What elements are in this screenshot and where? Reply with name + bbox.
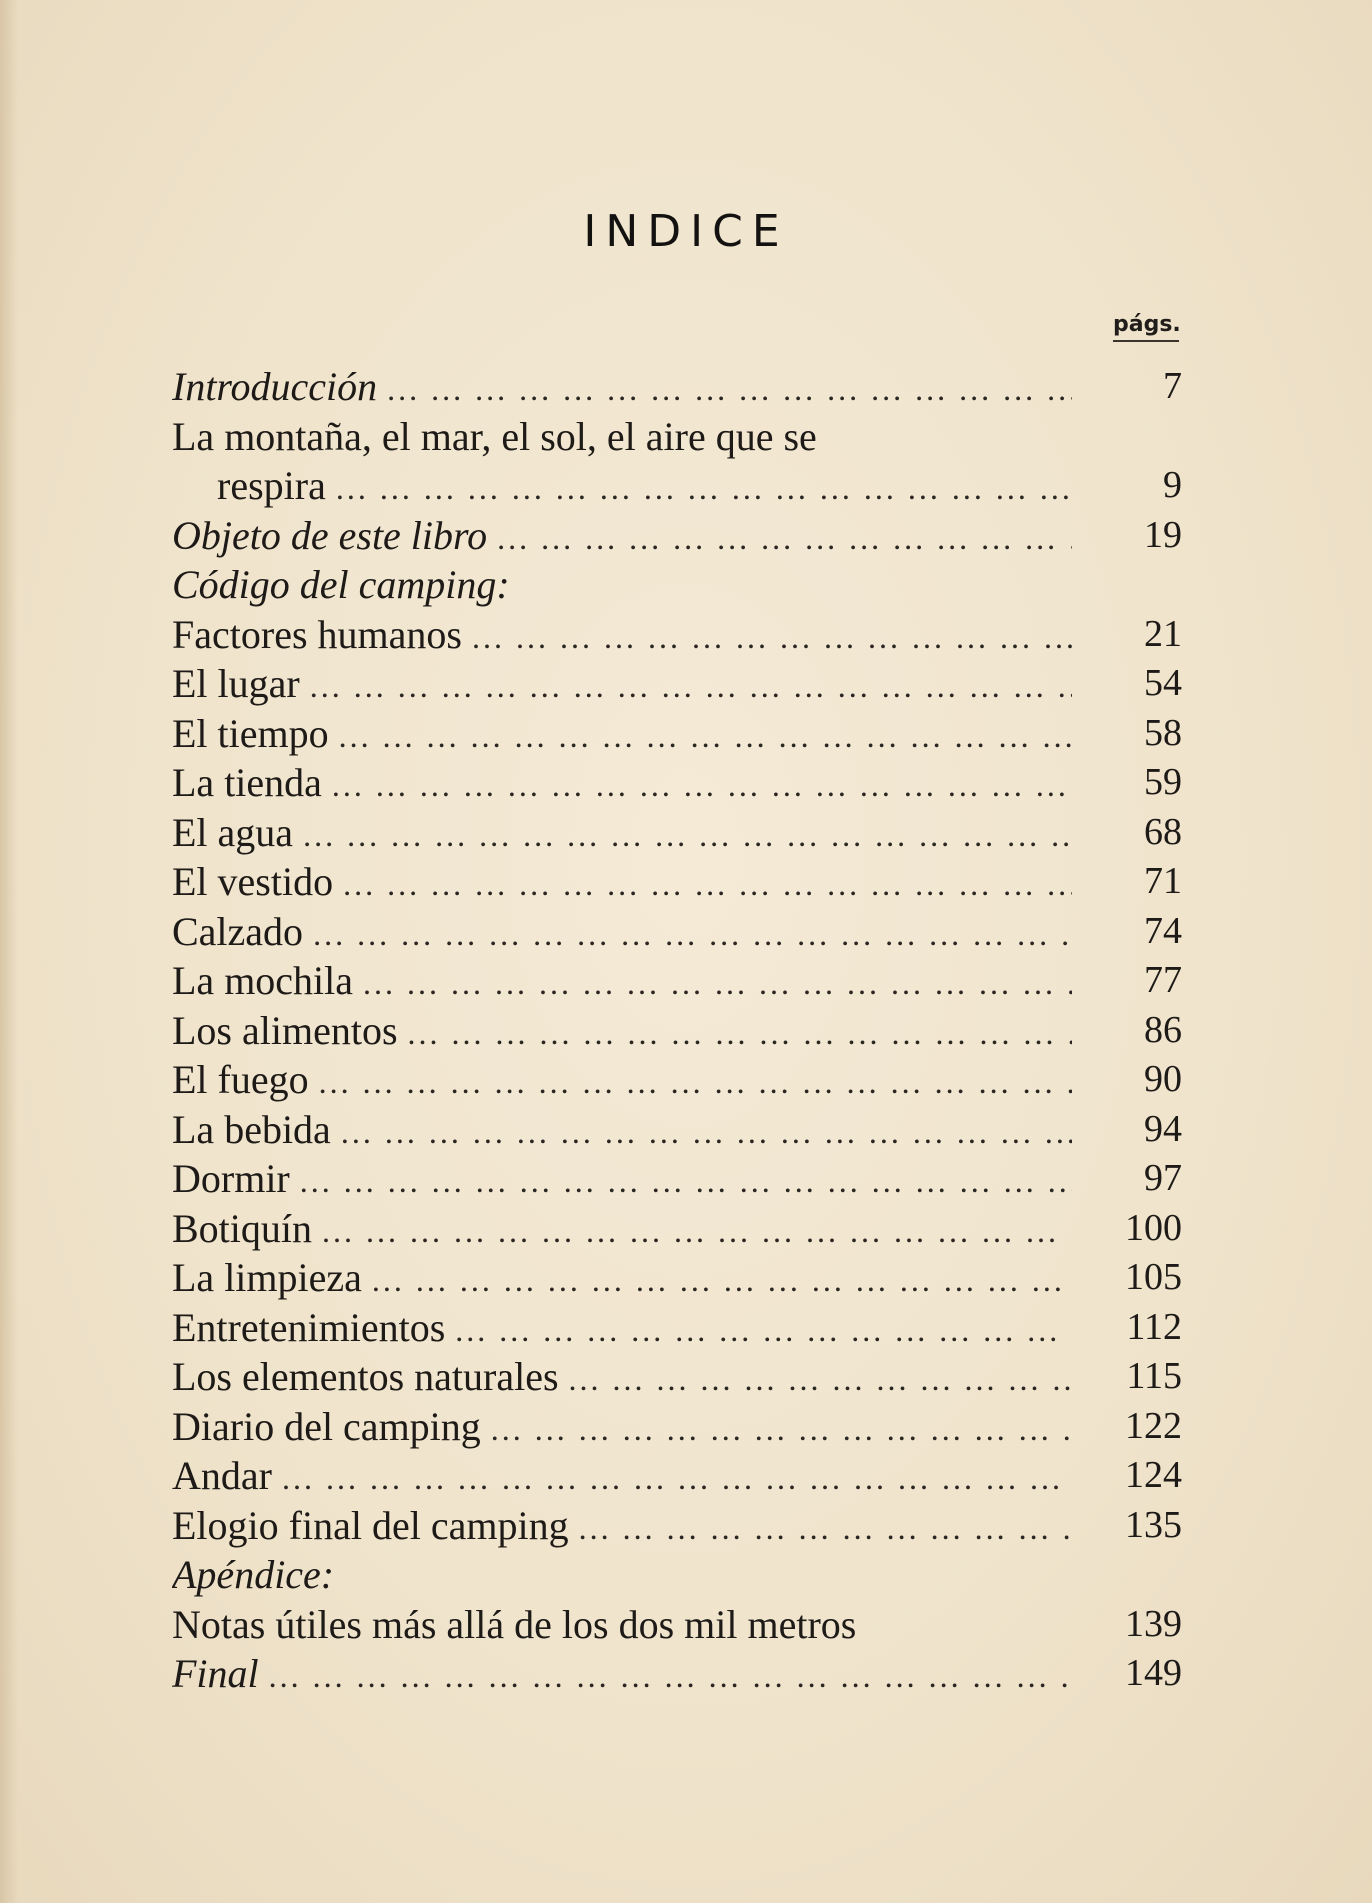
toc-entry-label: Diario del camping — [172, 1403, 481, 1449]
toc-entry-row — [172, 1006, 1072, 1059]
toc-entry-row — [172, 1600, 1072, 1650]
toc-entry — [172, 362, 1182, 412]
toc-leader-dots — [319, 1058, 1072, 1108]
toc-entry-page-number: 9 — [1163, 464, 1182, 506]
toc-entry-page-number: 74 — [1144, 909, 1182, 952]
toc-entry — [172, 1600, 1182, 1650]
toc-entry-page-number: 71 — [1144, 860, 1182, 902]
toc-leader-dots — [387, 365, 1072, 415]
pages-column-label: págs. — [1113, 312, 1179, 342]
toc-leader-dots — [455, 1306, 1072, 1356]
toc-leader-dots — [341, 1108, 1072, 1158]
toc-entry-page-number: 7 — [1163, 365, 1182, 407]
toc-entry-row — [172, 1055, 1072, 1108]
toc-entry-row — [172, 709, 1072, 762]
toc-entry-label: La tienda — [172, 760, 322, 805]
toc-entry — [172, 1105, 1182, 1155]
toc-entry — [172, 610, 1182, 660]
toc-leader-dots — [569, 1355, 1072, 1405]
toc-entry-row — [172, 1303, 1072, 1356]
toc-entry-page-number: 19 — [1144, 513, 1182, 556]
toc-entry-row — [217, 461, 1072, 514]
toc-entry-label: La limpieza — [172, 1255, 362, 1300]
toc-leader-dots — [491, 1405, 1072, 1455]
toc-entry — [172, 412, 1182, 462]
toc-entry-label: Elogio final del camping — [172, 1502, 569, 1548]
toc-entry-row — [172, 1649, 1072, 1702]
toc-entry-label: Los alimentos — [172, 1007, 398, 1053]
toc-entry-label: Entretenimientos — [172, 1304, 446, 1350]
toc-entry — [172, 808, 1182, 858]
toc-entry-row — [172, 610, 1072, 663]
toc-entry-label: Código del camping: — [172, 562, 510, 607]
toc-entry — [172, 1303, 1182, 1353]
toc-entry-page-number: 86 — [1144, 1008, 1182, 1051]
toc-leader-dots — [300, 1157, 1072, 1207]
toc-entry-label: Factores humanos — [172, 611, 462, 657]
toc-entry — [172, 956, 1182, 1006]
toc-entry-label: Botiquín — [172, 1205, 313, 1251]
toc-leader-dots — [269, 1652, 1072, 1702]
toc-entry-row — [172, 857, 1072, 910]
toc-entry-label: Los elementos naturales — [172, 1354, 559, 1399]
toc-entry-page-number: 90 — [1144, 1058, 1182, 1100]
toc-entry — [172, 1352, 1182, 1402]
toc-entry-row — [172, 956, 1072, 1009]
toc-leader-dots — [310, 662, 1072, 712]
toc-entry — [172, 1204, 1182, 1254]
toc-entry-row — [172, 1451, 1072, 1504]
toc-entry — [172, 560, 1182, 610]
toc-leader-dots — [282, 1454, 1072, 1504]
toc-entry-page-number: 135 — [1125, 1503, 1182, 1546]
toc-entry-row — [172, 1154, 1072, 1207]
toc-entry-row — [172, 1204, 1072, 1257]
toc-entry-page-number: 58 — [1144, 711, 1182, 754]
toc-entry-label: El vestido — [172, 859, 334, 904]
toc-entry-label: El fuego — [172, 1057, 309, 1102]
toc-entry-page-number: 54 — [1144, 662, 1182, 704]
toc-entry-row — [172, 1105, 1072, 1158]
toc-entry-label: respira — [217, 463, 326, 508]
toc-entry-row — [172, 412, 1072, 462]
toc-entry-page-number: 122 — [1125, 1404, 1182, 1447]
toc-entry — [172, 857, 1182, 907]
toc-leader-dots — [339, 712, 1072, 762]
toc-entry — [172, 1253, 1182, 1303]
toc-entry-page-number: 139 — [1125, 1602, 1182, 1645]
toc-leader-dots — [343, 860, 1072, 910]
toc-entry-label: El tiempo — [172, 710, 329, 756]
toc-entry-label: El agua — [172, 809, 294, 855]
page-edge-shadow — [0, 0, 18, 1903]
toc-entry — [172, 1501, 1182, 1551]
toc-leader-dots — [579, 1504, 1072, 1554]
toc-entry — [172, 461, 1182, 511]
toc-entry — [172, 758, 1182, 808]
toc-entry-label: Apéndice: — [172, 1552, 335, 1597]
toc-entry-row — [172, 1253, 1072, 1306]
toc-entry — [172, 1154, 1182, 1204]
toc-entry-label: Dormir — [172, 1156, 290, 1201]
toc-leader-dots — [497, 514, 1072, 564]
toc-entry-page-number: 100 — [1125, 1206, 1182, 1249]
toc-entry — [172, 709, 1182, 759]
toc-leader-dots — [408, 1009, 1072, 1059]
toc-entry-label: Calzado — [172, 908, 304, 954]
toc-entry — [172, 1649, 1182, 1699]
toc-entry-label: Introducción — [172, 364, 378, 409]
toc-entry-page-number: 94 — [1144, 1107, 1182, 1150]
toc-entry-row — [172, 1550, 1072, 1600]
toc-leader-dots — [322, 1207, 1072, 1257]
toc-entry-row — [172, 1501, 1072, 1554]
toc-entry — [172, 659, 1182, 709]
toc-entry-row — [172, 659, 1072, 712]
toc-entry-label: Objeto de este libro — [172, 512, 488, 558]
table-of-contents — [172, 362, 1182, 1699]
toc-entry — [172, 1550, 1182, 1600]
toc-leader-dots — [303, 811, 1072, 861]
toc-entry — [172, 1451, 1182, 1501]
toc-leader-dots — [363, 959, 1072, 1009]
toc-entry-row — [172, 1352, 1072, 1405]
toc-entry-label: Andar — [172, 1453, 272, 1498]
toc-entry-label: La bebida — [172, 1106, 331, 1152]
toc-entry-row — [172, 560, 1072, 610]
toc-entry-page-number: 149 — [1125, 1652, 1182, 1694]
toc-entry-page-number: 21 — [1144, 612, 1182, 655]
toc-entry — [172, 1006, 1182, 1056]
toc-leader-dots — [372, 1256, 1072, 1306]
toc-entry-row — [172, 362, 1072, 415]
toc-entry-page-number: 105 — [1125, 1256, 1182, 1298]
toc-entry-page-number: 97 — [1144, 1157, 1182, 1199]
toc-entry-label: El lugar — [172, 661, 300, 706]
toc-entry-page-number: 77 — [1144, 959, 1182, 1001]
toc-entry-row — [172, 808, 1072, 861]
toc-leader-dots — [313, 910, 1072, 960]
toc-entry-label: Notas útiles más allá de los dos mil metros — [172, 1601, 857, 1647]
toc-leader-dots — [472, 613, 1072, 663]
toc-entry-row — [172, 758, 1072, 811]
toc-entry-page-number: 115 — [1126, 1355, 1182, 1397]
toc-leader-dots — [336, 464, 1072, 514]
toc-entry-row — [172, 511, 1072, 564]
toc-entry-page-number: 59 — [1144, 761, 1182, 803]
toc-entry — [172, 1055, 1182, 1105]
toc-entry — [172, 1402, 1182, 1452]
toc-entry-row — [172, 907, 1072, 960]
toc-entry — [172, 907, 1182, 957]
toc-entry — [172, 511, 1182, 561]
toc-entry-label: Final — [172, 1651, 259, 1696]
toc-entry-label: La montaña, el mar, el sol, el aire que se — [172, 413, 817, 459]
toc-entry-row — [172, 1402, 1072, 1455]
toc-entry-page-number: 124 — [1125, 1454, 1182, 1496]
toc-leader-dots — [332, 761, 1072, 811]
toc-entry-page-number: 112 — [1126, 1305, 1182, 1348]
page-title: INDICE — [583, 206, 789, 257]
toc-entry-page-number: 68 — [1144, 810, 1182, 853]
toc-entry-label: La mochila — [172, 958, 354, 1003]
